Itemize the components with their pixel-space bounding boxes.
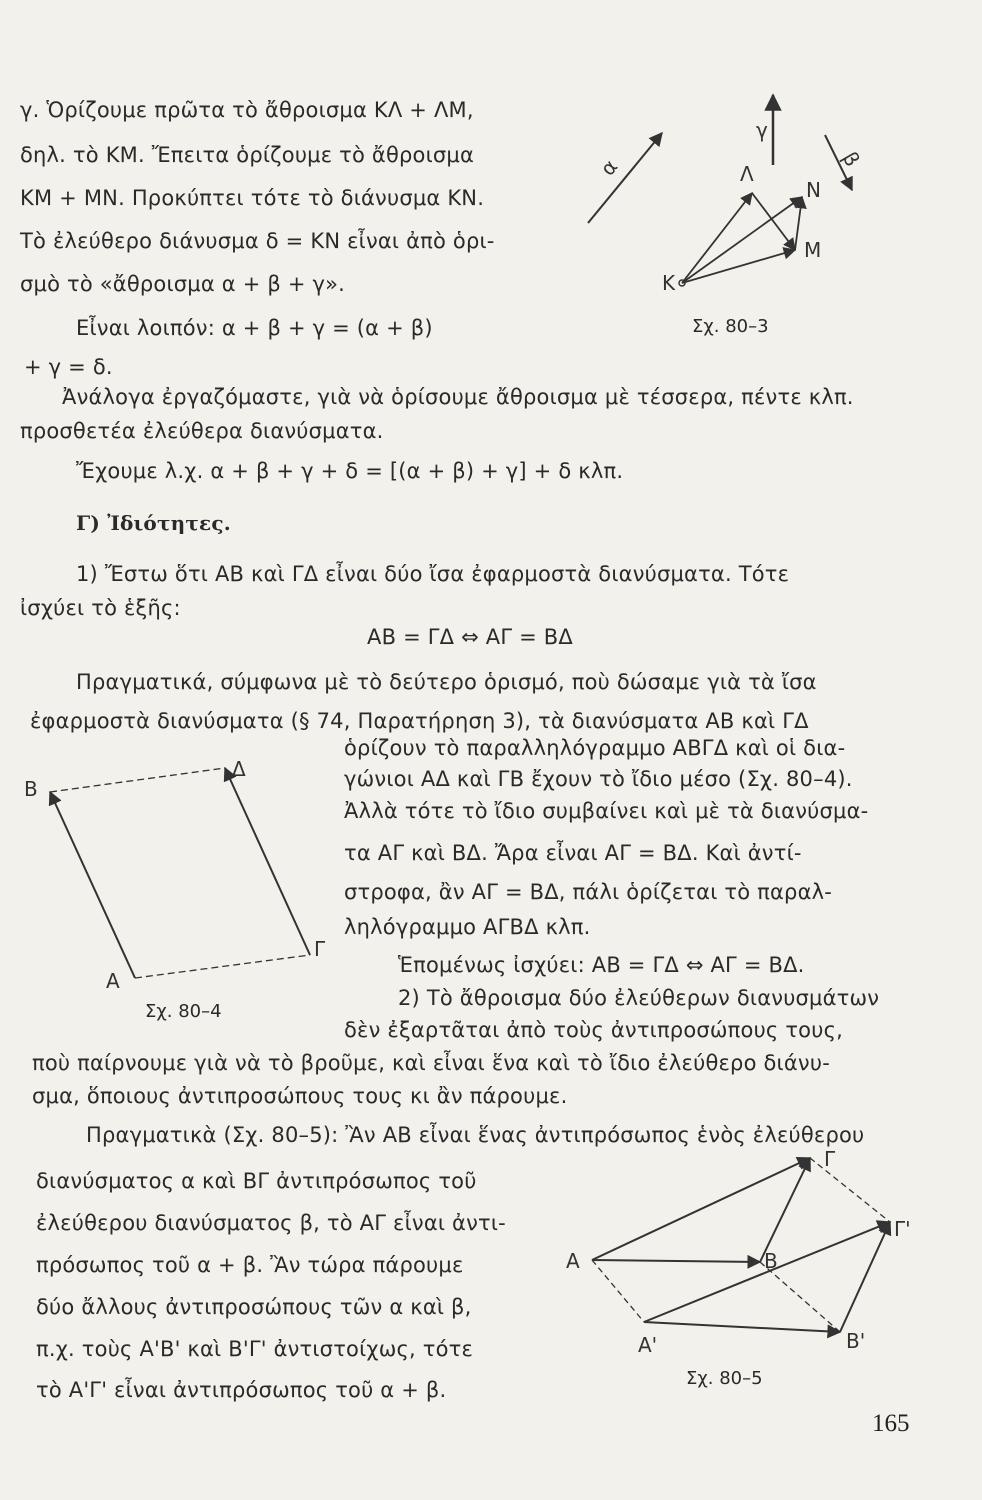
- vector-KN: [682, 197, 802, 283]
- text-line: ποὺ παίρνουμε γιὰ νὰ τὸ βροῦμε, καὶ εἶναι ἕνα καὶ τὸ ἴδιο ἐλεύθερο διάνυ-: [32, 1051, 830, 1075]
- segment-BD: [50, 768, 225, 792]
- text-line: π.χ. τοὺς Α'Β' καὶ Β'Γ' ἀντιστοίχως, τότε: [36, 1337, 474, 1361]
- label-K: Κ: [662, 271, 676, 295]
- formula: ΑΒ = ΓΔ ⇔ ΑΓ = ΒΔ: [367, 625, 573, 649]
- text-line: Ἔχουμε λ.χ. α + β + γ + δ = [(α + β) + γ] + δ κλπ.: [76, 459, 624, 483]
- vector-AB: [50, 792, 135, 978]
- text-line: πρόσωπος τοῦ α + β. Ἂν τώρα πάρουμε: [36, 1253, 464, 1277]
- text-line: ἐλεύθερου διανύσματος β, τὸ ΑΓ εἶναι ἀντι-: [36, 1211, 506, 1235]
- figure-caption: Σχ. 80–5: [686, 1368, 763, 1389]
- figure-caption: Σχ. 80–4: [145, 1001, 222, 1022]
- section-heading: Γ) Ἰδιότητες.: [76, 511, 231, 535]
- text-line: 1) Ἔστω ὅτι ΑΒ καὶ ΓΔ εἶναι δύο ἴσα ἐφαρμοστὰ διανύσματα. Τότε: [76, 562, 790, 586]
- vector-MN: [795, 197, 802, 250]
- text-line: Ἀλλὰ τότε τὸ ἴδιο συμβαίνει καὶ μὲ τὰ διανύσμα-: [344, 799, 869, 823]
- page-number: 165: [872, 1410, 910, 1437]
- vector-AB: [592, 1260, 760, 1262]
- text-line: γώνιοι ΑΔ καὶ ΓΒ ἔχουν τὸ ἴδιο μέσο (Σχ. 80–4).: [344, 767, 853, 791]
- label-B: Β: [764, 1249, 778, 1273]
- text-line: ἐφαρμοστὰ διανύσματα (§ 74, Παρατήρηση 3), τὰ διανύσματα ΑΒ καὶ ΓΔ: [30, 709, 809, 733]
- label-A: Α: [566, 1249, 580, 1273]
- text-line: Τὸ ἐλεύθερο διάνυσμα δ = ΚΝ εἶναι ἀπὸ ὁρι-: [20, 229, 495, 253]
- label-A-prime: Α': [638, 1333, 658, 1357]
- label-L: Λ: [740, 162, 754, 186]
- label-A: Α: [106, 969, 120, 993]
- figure-80-3: [580, 85, 880, 315]
- text-line: δύο ἄλλους ἀντιπροσώπους τῶν α καὶ β,: [36, 1295, 472, 1319]
- segment-AG: [135, 955, 310, 978]
- text-line: ἰσχύει τὸ ἑξῆς:: [20, 596, 181, 620]
- vector-BG: [760, 1158, 810, 1262]
- vector-KL: [682, 193, 752, 283]
- text-line: στροφα, ἂν ΑΓ = ΒΔ, πάλι ὁρίζεται τὸ παραλ-: [344, 880, 833, 904]
- text-line: δὲν ἐξαρτᾶται ἀπὸ τοὺς ἀντιπροσώπους τους,: [344, 1018, 843, 1042]
- label-alpha: α: [595, 154, 623, 181]
- label-B-prime: Β': [846, 1329, 866, 1353]
- label-B: Β: [24, 777, 38, 801]
- text-line: σμὸ τὸ «ἄθροισμα α + β + γ».: [20, 272, 346, 296]
- vector-A2B2: [644, 1322, 840, 1332]
- text-line: τὸ Α'Γ' εἶναι ἀντιπρόσωπος τοῦ α + β.: [36, 1378, 447, 1402]
- text-line: τα ΑΓ καὶ ΒΔ. Ἄρα εἶναι ΑΓ = ΒΔ. Καὶ ἀντί-: [344, 841, 802, 865]
- label-G-prime: Γ': [894, 1217, 911, 1241]
- text-line: Ἀνάλογα ἐργαζόμαστε, γιὰ νὰ ὁρίσουμε ἄθροισμα μὲ τέσσερα, πέντε κλπ.: [62, 385, 854, 409]
- text-line: διανύσματος α καὶ ΒΓ ἀντιπρόσωπος τοῦ: [36, 1169, 477, 1193]
- vector-KM: [682, 250, 795, 283]
- label-N: Ν: [806, 178, 821, 202]
- segment-GG2: [810, 1158, 890, 1222]
- label-beta: β: [837, 147, 865, 171]
- text-line: προσθετέα ἐλεύθερα διανύσματα.: [20, 419, 384, 443]
- text-line: Ἑπομένως ἰσχύει: ΑΒ = ΓΔ ⇔ ΑΓ = ΒΔ.: [398, 953, 805, 977]
- vector-alpha: [588, 133, 662, 223]
- label-G: Γ: [314, 937, 326, 961]
- segment-AA2: [592, 1260, 644, 1322]
- text-line: Πραγματικά, σύμφωνα μὲ τὸ δεύτερο ὁρισμό, ποὺ δώσαμε γιὰ τὰ ἴσα: [76, 670, 817, 694]
- figure-80-4: [20, 750, 340, 1010]
- text-line: γ. Ὁρίζουμε πρῶτα τὸ ἄθροισμα ΚΛ + ΛΜ,: [20, 98, 474, 122]
- text-line: Πραγματικὰ (Σχ. 80–5): Ἂν ΑΒ εἶναι ἕνας ἀντιπρόσωπος ἑνὸς ἐλεύθερου: [86, 1123, 865, 1147]
- label-D: Δ: [232, 757, 246, 781]
- text-line: 2) Τὸ ἄθροισμα δύο ἐλεύθερων διανυσμάτων: [398, 986, 880, 1010]
- vector-LM: [752, 193, 795, 250]
- text-line: Εἶναι λοιπόν: α + β + γ = (α + β): [76, 316, 433, 340]
- vector-AG: [592, 1158, 810, 1260]
- label-gamma: γ: [756, 118, 768, 142]
- vector-GD: [225, 768, 310, 955]
- text-line: σμα, ὅποιους ἀντιπροσώπους τους κι ἂν πάρουμε.: [32, 1084, 568, 1108]
- text-line: ληλόγραμμο ΑΓΒΔ κλπ.: [344, 915, 591, 939]
- label-M: Μ: [804, 238, 822, 262]
- text-line: ὁρίζουν τὸ παραλληλόγραμμο ΑΒΓΔ καὶ οἱ δια-: [344, 736, 846, 760]
- label-G: Γ: [824, 1147, 836, 1171]
- figure-caption: Σχ. 80–3: [692, 316, 769, 337]
- text-line: ΚΜ + ΜΝ. Προκύπτει τότε τὸ διάνυσμα ΚΝ.: [20, 186, 485, 210]
- text-line: δηλ. τὸ ΚΜ. Ἔπειτα ὁρίζουμε τὸ ἄθροισμα: [20, 143, 475, 167]
- figure-80-5: [560, 1140, 920, 1370]
- text-line: + γ = δ.: [24, 355, 113, 379]
